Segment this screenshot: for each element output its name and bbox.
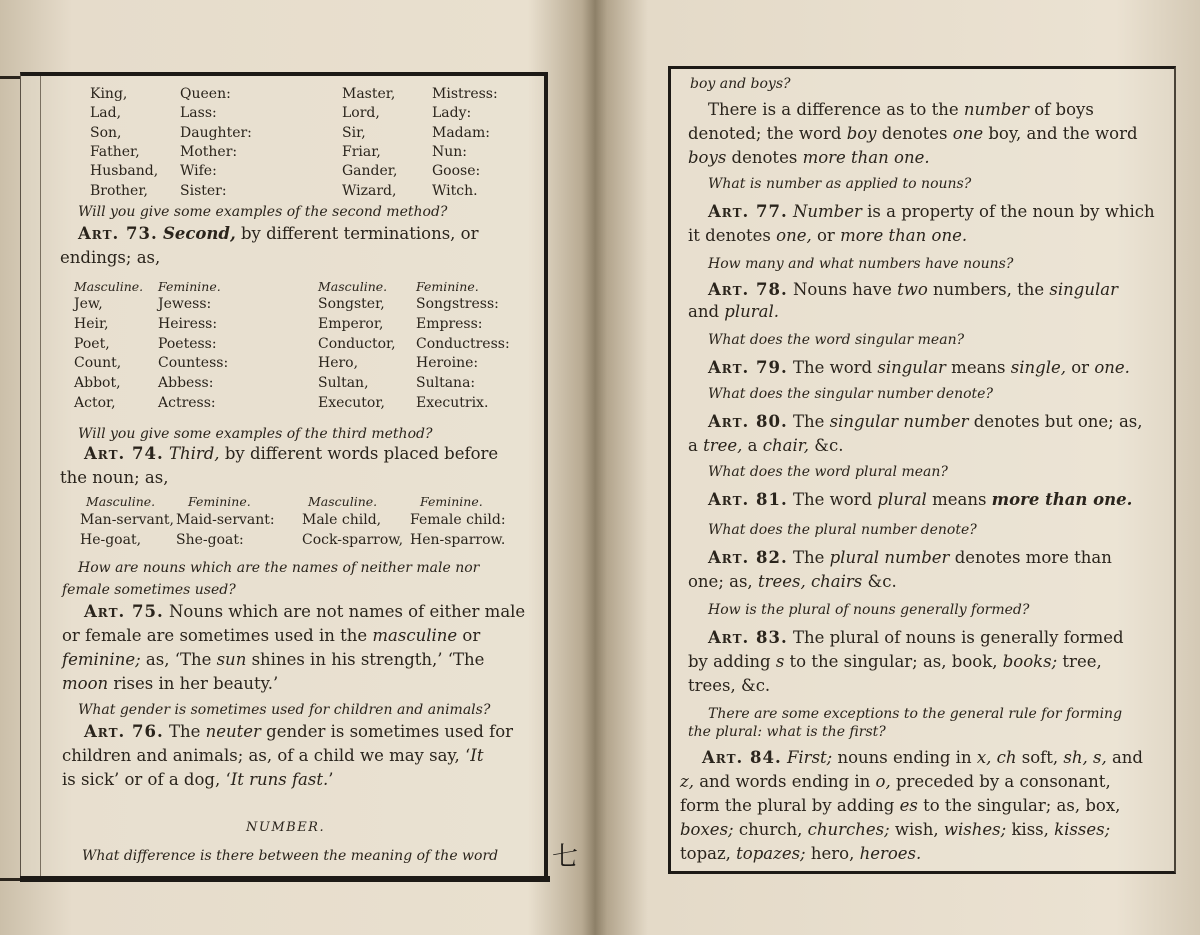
article-82-line-1	[708, 546, 1112, 570]
article-73-line-2: endings; as,	[60, 248, 161, 267]
article-text: it denotes	[688, 226, 771, 245]
article-75-line-2	[62, 624, 480, 648]
emphasis: number	[963, 100, 1029, 119]
article-75-line-3	[62, 648, 484, 672]
table-cell: He-goat,	[80, 532, 142, 548]
article-75-line-1	[84, 600, 525, 624]
question-plural-formed: How is the plural of nouns generally formed?	[708, 602, 1030, 618]
article-78-line-2	[688, 300, 779, 324]
article-83-line-2	[688, 650, 1102, 674]
table-cell: Executor,	[318, 395, 385, 411]
article-84-line-5	[680, 842, 921, 866]
article-text: topaz,	[680, 844, 731, 863]
emphasis: one,	[776, 226, 812, 245]
table-cell: Goose:	[432, 163, 481, 180]
table-cell: Actress:	[158, 395, 216, 411]
article-text: children and animals; as, of a child we may say, ‘	[62, 746, 471, 765]
article-label: Art. 82.	[708, 548, 788, 567]
article-text: or	[816, 226, 835, 245]
article-text: The word	[792, 358, 873, 377]
emphasis: tree,	[703, 436, 743, 455]
table-cell: Hero,	[318, 355, 359, 372]
emphasis: singular	[877, 358, 946, 377]
text: denotes	[731, 148, 798, 167]
article-label: Art. 75.	[84, 602, 164, 621]
article-text: tree,	[1062, 652, 1102, 671]
emphasis: x,	[976, 748, 992, 767]
article-text: ’	[328, 770, 334, 789]
table-cell: Abbot,	[74, 375, 121, 392]
article-84-line-1	[702, 746, 1143, 770]
question-continued: boy and boys?	[690, 76, 791, 92]
article-label: Art. 78.	[708, 280, 788, 299]
emphasis: singular	[1049, 280, 1118, 299]
article-77-line-1	[708, 200, 1155, 224]
table-cell: Maid-servant:	[176, 512, 275, 528]
table-cell: Heir,	[74, 315, 109, 332]
table-cell: Lord,	[342, 105, 380, 122]
table-column-header: Feminine.	[188, 494, 251, 509]
article-text: denotes but one; as,	[973, 412, 1143, 431]
table-cell: Conductor,	[318, 335, 396, 352]
article-text: a	[747, 436, 758, 455]
table-cell: Heroine:	[416, 355, 479, 372]
emphasis: o,	[875, 772, 891, 791]
article-label: Art. 81.	[708, 490, 788, 509]
question-third-method: Will you give some examples of the third method?	[78, 426, 433, 442]
table-cell: Friar,	[342, 143, 381, 160]
emphasis: ch	[996, 748, 1017, 767]
table-cell: Sultan,	[318, 375, 369, 392]
article-text: gender is sometimes used for	[266, 722, 514, 741]
table-cell: Lad,	[90, 105, 122, 122]
section-title-number: NUMBER.	[246, 820, 326, 835]
article-text: preceded by a consonant,	[895, 772, 1111, 791]
article-label: Art. 77.	[708, 202, 788, 221]
emphasis: singular number	[829, 412, 969, 431]
emphasis: neuter	[205, 722, 261, 741]
article-text: and	[688, 302, 720, 321]
article-text: to the singular; as, book,	[789, 652, 998, 671]
article-text: one; as,	[688, 572, 753, 591]
table-cell: Empress:	[416, 315, 483, 332]
emphasis: feminine;	[62, 650, 141, 669]
article-text: is a property of the noun by which	[867, 202, 1155, 221]
table-column-header: Masculine.	[318, 279, 388, 294]
article-83-line-3: trees, &c.	[688, 676, 771, 695]
left-page-inner-rule	[40, 76, 41, 876]
page-edge-mark	[0, 76, 20, 79]
emphasis: churches;	[807, 820, 890, 839]
emphasis: boys	[688, 148, 727, 167]
emphasis: books;	[1002, 652, 1058, 671]
article-82-line-2	[688, 570, 897, 594]
emphasis: more than one.	[802, 148, 930, 167]
margin-annotation: 七	[552, 842, 579, 872]
table-cell: Daughter:	[180, 124, 252, 141]
emphasis: kisses;	[1054, 820, 1111, 839]
table-cell: Nun:	[432, 143, 467, 160]
table-cell: Poet,	[74, 335, 110, 352]
emphasis: Second,	[162, 224, 236, 243]
question-gender-children: What gender is sometimes used for children and animals?	[78, 702, 491, 718]
question-difference: What difference is there between the meaning of the word	[82, 848, 499, 864]
table-cell: Jew,	[74, 296, 103, 312]
emphasis: more than one.	[991, 490, 1133, 509]
table-cell: Mother:	[180, 143, 238, 160]
article-text: denotes more than	[954, 548, 1112, 567]
emphasis: It runs fast.	[230, 770, 329, 789]
table-column-header: Feminine.	[416, 279, 479, 294]
emphasis: plural.	[724, 302, 779, 321]
question-singular-denote: What does the singular number denote?	[708, 386, 993, 402]
question-plural-denote: What does the plural number denote?	[708, 522, 977, 538]
table-cell: Master,	[342, 86, 396, 102]
table-cell: Sister:	[180, 182, 227, 199]
article-text: church,	[738, 820, 803, 839]
article-label: Art. 73.	[78, 224, 158, 243]
article-text: or	[1071, 358, 1090, 377]
article-text: by different terminations, or	[240, 224, 479, 243]
table-cell: Emperor,	[318, 315, 384, 332]
table-cell: Executrix.	[416, 395, 489, 411]
question-neither-line-1: How are nouns which are the names of neither male nor	[78, 560, 480, 576]
article-text: or	[462, 626, 481, 645]
table-cell: Male child,	[302, 512, 382, 528]
table-cell: Wizard,	[342, 182, 397, 199]
article-75-line-4	[62, 672, 278, 696]
article-text: &c.	[814, 436, 844, 455]
emphasis: one.	[1094, 358, 1130, 377]
article-78-line-1	[708, 278, 1118, 302]
article-text: soft,	[1021, 748, 1059, 767]
question-exceptions-line-1: There are some exceptions to the general rule for forming	[708, 706, 1123, 722]
text: boy, and the word	[988, 124, 1138, 143]
article-label: Art. 79.	[708, 358, 788, 377]
emphasis: chair,	[762, 436, 810, 455]
table-column-header: Feminine.	[158, 279, 221, 294]
emphasis: trees, chairs	[757, 572, 863, 591]
text: of boys	[1034, 100, 1094, 119]
table-cell: Son,	[90, 124, 122, 141]
article-text: Nouns have	[792, 280, 892, 299]
article-label: Art. 83.	[708, 628, 788, 647]
emphasis: Number	[792, 202, 862, 221]
article-text: shines in his strength,’ ‘The	[251, 650, 485, 669]
article-text: numbers, the	[933, 280, 1045, 299]
table-cell: Brother,	[90, 182, 148, 199]
article-text: by different words placed before	[224, 444, 499, 463]
article-83-line-1	[708, 626, 1124, 650]
table-cell: Poetess:	[158, 335, 217, 352]
article-text: wish,	[894, 820, 939, 839]
question-exceptions-line-2: the plural: what is the first?	[688, 724, 886, 740]
emphasis: heroes.	[859, 844, 922, 863]
table-cell: Man-servant,	[80, 512, 174, 528]
table-column-header: Masculine.	[74, 279, 144, 294]
table-cell: Queen:	[180, 86, 231, 102]
table-cell: Hen-sparrow.	[410, 532, 506, 548]
emphasis: one	[952, 124, 984, 143]
table-cell: Mistress:	[432, 86, 498, 102]
paragraph-number-line-2	[688, 122, 1138, 146]
table-cell: Husband,	[90, 163, 159, 180]
article-text: The	[792, 412, 825, 431]
article-label: Art. 84.	[702, 748, 782, 767]
emphasis: moon	[62, 674, 109, 693]
article-text: is sick’ or of a dog, ‘	[62, 770, 231, 789]
table-cell: Heiress:	[158, 315, 218, 332]
article-text: The plural of nouns is generally formed	[792, 628, 1124, 647]
table-cell: Actor,	[74, 395, 116, 411]
table-cell: Wife:	[180, 163, 217, 180]
emphasis: z,	[680, 772, 694, 791]
emphasis: Third,	[168, 444, 220, 463]
question-neither-line-2: female sometimes used?	[62, 582, 236, 598]
article-label: Art. 76.	[84, 722, 164, 741]
emphasis: plural number	[829, 548, 950, 567]
article-label: Art. 74.	[84, 444, 164, 463]
article-text: and words ending in	[699, 772, 871, 791]
text: denotes	[881, 124, 948, 143]
article-text: by adding	[688, 652, 771, 671]
left-page-bottom-rule	[20, 876, 550, 882]
table-cell: Lass:	[180, 105, 217, 122]
emphasis: boy	[846, 124, 877, 143]
table-column-header: Masculine.	[86, 494, 156, 509]
article-84-line-2	[680, 770, 1111, 794]
table-cell: Sir,	[342, 124, 366, 141]
table-cell: Conductress:	[416, 335, 510, 352]
emphasis: more than one.	[840, 226, 968, 245]
emphasis: sun	[216, 650, 247, 669]
article-81	[708, 488, 1132, 512]
table-cell: Countess:	[158, 355, 229, 372]
article-text: a	[688, 436, 698, 455]
article-text: means	[932, 490, 987, 509]
article-text: and	[1111, 748, 1143, 767]
article-text: kiss,	[1011, 820, 1049, 839]
emphasis: s	[775, 652, 785, 671]
article-text: to the singular; as, box,	[923, 796, 1121, 815]
emphasis: First;	[786, 748, 833, 767]
article-text: rises in her beauty.’	[113, 674, 279, 693]
table-cell: Songstress:	[416, 296, 499, 312]
article-76-line-1	[84, 720, 513, 744]
table-cell: She-goat:	[176, 532, 244, 548]
question-singular: What does the word singular mean?	[708, 332, 965, 348]
article-74-line-2: the noun; as,	[60, 468, 169, 487]
table-cell: Songster,	[318, 296, 385, 312]
article-84-line-4	[680, 818, 1110, 842]
question-number-nouns: What is number as applied to nouns?	[708, 176, 972, 192]
emphasis: sh, s,	[1063, 748, 1107, 767]
article-text: form the plural by adding	[680, 796, 895, 815]
article-76-line-3	[62, 768, 334, 792]
table-cell: Witch.	[432, 182, 478, 199]
article-text: The	[792, 548, 825, 567]
table-cell: Madam:	[432, 124, 490, 141]
article-73-line-1	[78, 222, 478, 246]
emphasis: topazes;	[736, 844, 806, 863]
paragraph-number-line-3	[688, 146, 930, 170]
table-cell: Female child:	[410, 512, 506, 528]
emphasis: es	[899, 796, 918, 815]
table-cell: Gander,	[342, 163, 398, 180]
text: denoted; the word	[688, 124, 842, 143]
emphasis: masculine	[372, 626, 458, 645]
article-text: Nouns which are not names of either male	[168, 602, 526, 621]
article-text: nouns ending in	[837, 748, 972, 767]
article-text: The word	[792, 490, 873, 509]
article-76-line-2	[62, 744, 483, 768]
question-how-many: How many and what numbers have nouns?	[708, 256, 1014, 272]
article-text: hero,	[810, 844, 855, 863]
table-cell: Jewess:	[158, 296, 212, 312]
article-74-line-1	[84, 442, 498, 466]
text: There is a difference as to the	[708, 100, 959, 119]
paragraph-number-line-1	[708, 98, 1094, 122]
emphasis: plural	[877, 490, 927, 509]
table-cell: Father,	[90, 143, 140, 160]
table-cell: Sultana:	[416, 375, 476, 392]
emphasis: single,	[1010, 358, 1066, 377]
table-cell: Cock-sparrow,	[302, 532, 404, 548]
emphasis: It	[470, 746, 484, 765]
emphasis: boxes;	[680, 820, 734, 839]
article-text: or female are sometimes used in the	[62, 626, 368, 645]
article-84-line-3	[680, 794, 1120, 818]
emphasis: two	[897, 280, 928, 299]
article-79	[708, 356, 1130, 380]
table-cell: King,	[90, 86, 128, 102]
table-cell: Lady:	[432, 105, 472, 122]
table-cell: Count,	[74, 355, 122, 372]
article-text: means	[951, 358, 1006, 377]
question-plural: What does the word plural mean?	[708, 464, 948, 480]
emphasis: wishes;	[943, 820, 1007, 839]
table-column-header: Masculine.	[308, 494, 378, 509]
article-text: as, ‘The	[145, 650, 212, 669]
article-80-line-2	[688, 434, 843, 458]
table-cell: Abbess:	[158, 375, 214, 392]
article-80-line-1	[708, 410, 1143, 434]
question-second-method: Will you give some examples of the second method?	[78, 204, 448, 220]
page-edge-mark	[0, 878, 20, 881]
article-text: The	[168, 722, 201, 741]
table-column-header: Feminine.	[420, 494, 483, 509]
article-label: Art. 80.	[708, 412, 788, 431]
article-text: &c.	[867, 572, 897, 591]
article-77-line-2	[688, 224, 967, 248]
